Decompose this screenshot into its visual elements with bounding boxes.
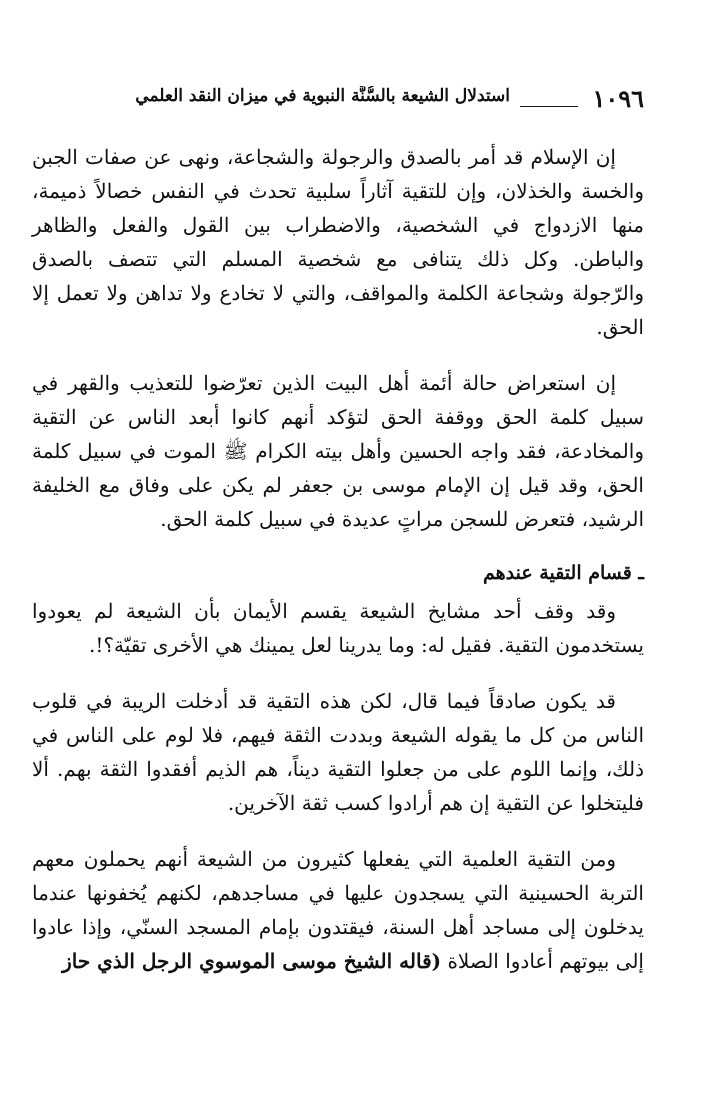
- body-text: [32, 140, 644, 978]
- running-title: استدلال الشيعة بالسُّنَّة النبوية في ميزان النقد العلمي: [135, 86, 510, 106]
- paragraph-3: وقد وقف أحد مشايخ الشيعة يقسم الأيمان بأن الشيعة لم يعودوا يستخدمون التقية. فقيل له: وما يدرينا لعل يمينك هي الأخرى تقيّة؟!.: [32, 599, 644, 657]
- paragraph-5-bold-quote: (قاله الشيخ موسى الموسوي الرجل الذي حاز: [62, 949, 442, 973]
- paragraph-4: قد يكون صادقاً فيما قال، لكن هذه التقية قد أدخلت الريبة في قلوب الناس من كل ما يقوله الشيعة وبددت الثقة فيهم، فلا لوم على الناس في ذلك، وإنما اللوم على من جعلوا التقية ديناً، هم الذيم أفقدوا الثقة بهم. ألا فليتخلوا عن التقية إن هم أرادوا كسب ثقة الآخرين.: [32, 689, 644, 815]
- paragraph-2: إن استعراض حالة أئمة أهل البيت الذين تعرّضوا للتعذيب والقهر في سبيل كلمة الحق ووقفة الحق لتؤكد أنهم كانوا أبعد الناس عن التقية والمخادعة، فقد واجه الحسين وأهل بيته الكرام ﷺ الموت في سبيل كلمة الحق، وقد قيل إن الإمام موسى بن جعفر لم يكن على وفاق مع الخليفة الرشيد، فتعرض للسجن مراتٍ عديدة في سبيل كلمة الحق.: [32, 371, 644, 531]
- paragraph-5: [32, 842, 644, 978]
- section-subheading: ـ قسام التقية عندهم: [482, 562, 644, 584]
- paragraph-1: إن الإسلام قد أمر بالصدق والرجولة والشجاعة، ونهى عن صفات الجبن والخسة والخذلان، وإن للتقية آثاراً سلبية تحدث في النفس خصالاً ذميمة، منها الازدواج في الشخصية، والاضطراب بين القول والفعل والظاهر والباطن. وكل ذلك يتنافى مع شخصية المسلم التي تتصف بالصدق والرّجولة وشجاعة الكلمة والمواقف، والتي لا تخادع ولا تداهن ولا تعمل إلا الحق.: [32, 145, 644, 339]
- page-number: ١٠٩٦: [592, 84, 644, 113]
- paragraph-5-text: ومن التقية العلمية التي يفعلها كثيرون من الشيعة أنهم يحملون معهم التربة الحسينية التي يسجدون عليها في مساجدهم، لكنهم يُخفونها عندما يدخلون إلى مساجد أهل السنة، فيقتدون بإمام المسجد السنّي، وإذا عادوا إلى بيوتهم أعادوا الصلاة: [32, 847, 644, 973]
- header-rule: [520, 106, 578, 107]
- page-header: [32, 84, 644, 118]
